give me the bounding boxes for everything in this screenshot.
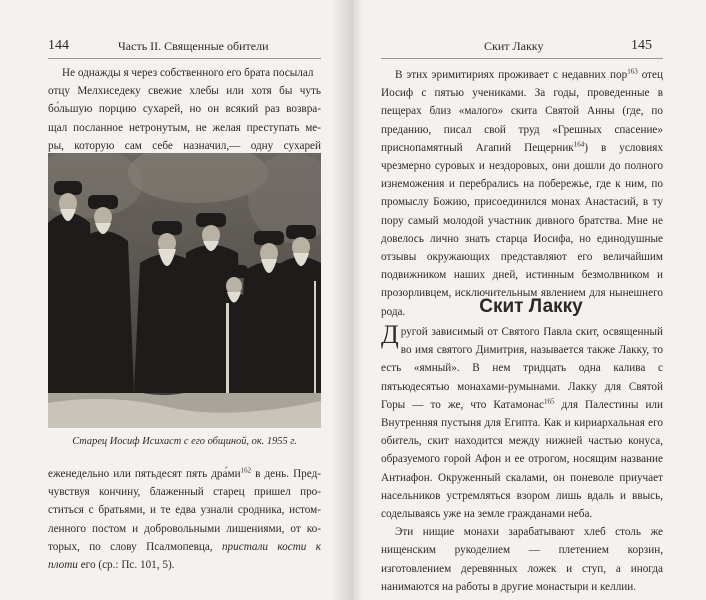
text-line: бо́льшую порцию сухарей, но он всякий раз возвра- xyxy=(48,103,321,116)
footnote-ref: 163 xyxy=(627,67,638,76)
text-span: торых, по слову Псалмопевца, xyxy=(48,540,213,553)
header-rule xyxy=(48,58,321,59)
monks-photo xyxy=(48,153,321,428)
italic-text: плоти xyxy=(48,559,78,572)
running-head: Часть II. Священные обители xyxy=(118,39,269,53)
text-line xyxy=(48,465,321,483)
text-span: ) в условиях чрезмерно суровых и нездоровых, они дошли до полного изнеможения и перебрались на побережье, где к ним, по промыслу Божию, присоединился монах Анастасий, в ту пору самый молодой участник дивного братства. Мне не довелось лично знать старца Иосифа, но единодушные отзывы окружающих представляют его величайшим подвижником наших дней, истинным безмолвником и прозорливцем, исключительным явлением для нынешнего рода. xyxy=(381,141,663,318)
drop-cap: Д xyxy=(381,320,399,349)
page-number: 145 xyxy=(631,38,652,53)
section-title: Скит Лакку xyxy=(479,296,583,317)
footnote-ref: 162 xyxy=(240,466,252,475)
paragraph-2 xyxy=(381,320,664,596)
text-paragraph: Эти нищие монахи зарабатывают хлеб столь же нищенским рукоделием — плетением корзин, изготовлением деревянных ложек и ступ, а иногда нанимаются на работы в другие монастыри и келлии. xyxy=(381,526,663,593)
text-paragraph xyxy=(381,320,664,523)
text-span: ругой зависимый от Святого Павла скит, освященный во имя святого Димитрия, называется также Лакку, то есть «ямный». В нем тридцать одна калива с пятьюдесятью монахами-румынами. Лакку для Святой Горы — то же, что Катамонас xyxy=(381,326,663,411)
page-number: 144 xyxy=(48,38,69,53)
text-line: ститься с братьями, и те едва узнали сродника, истом- xyxy=(48,504,321,517)
text-line xyxy=(48,538,321,556)
header-rule xyxy=(381,58,663,59)
text-span: отец Иосиф с пятью учениками. За годы, проведенные в пещерах близ «малого» скита Святой Анны (где, по преданию, писал свой труд «Грешных спасение» приснопамятный Агапий Пещерник xyxy=(381,69,663,154)
gutter-shadow xyxy=(331,0,353,600)
running-head: Скит Лакку xyxy=(484,39,544,53)
text-line: чувствуя кончину, блаженный старец пришел про- xyxy=(48,486,321,499)
text-line: Не однажды я через собственного его брата посылал xyxy=(62,67,314,79)
text-span: в день. Пред- xyxy=(251,468,321,480)
text-span: для Палестины или Внутренняя пустыня для Египта. Как и кириархальная его обитель, скит находится между нижней частью конуса, образуемого горой Афон и ее отрогом, носящим название Антиафон. Окруженный скалами, он поневоле приучает насельников устремляться взором лишь вдаль и ввысь, соделываясь уже на земле гражданами неба. xyxy=(381,398,664,521)
paragraph-1 xyxy=(381,66,663,321)
footnote-ref: 164 xyxy=(573,140,585,149)
text-line: щал посланное нетронутым, не желая преступать ме- xyxy=(48,121,321,134)
monks-photo-drawing xyxy=(48,153,321,428)
top-paragraph xyxy=(48,64,321,155)
text-line: отцу Мелхиседеку свежие хлебы или хотя бы чуть xyxy=(48,85,321,98)
gutter-shadow xyxy=(353,0,363,600)
footnote-ref: 165 xyxy=(543,397,555,406)
bottom-paragraph xyxy=(48,465,321,574)
text-line: ленного постом и добровольными лишениями, от ко- xyxy=(48,522,321,535)
text-span: еженедельно или пятьдесят пять дра́ми xyxy=(48,468,241,480)
text-span: В этих эримитириях проживает с недавних пор xyxy=(395,69,628,81)
text-line xyxy=(48,556,321,574)
text-span: его (ср.: Пс. 101, 5). xyxy=(77,559,175,572)
photo-caption: Старец Иосиф Исихаст с его общиной, ок. 1955 г. xyxy=(72,436,297,447)
text-paragraph xyxy=(381,66,663,321)
italic-text: пристали кости к xyxy=(212,540,321,553)
text-line: ры, которую сам себе назначил,— одну сухарей xyxy=(48,139,321,152)
